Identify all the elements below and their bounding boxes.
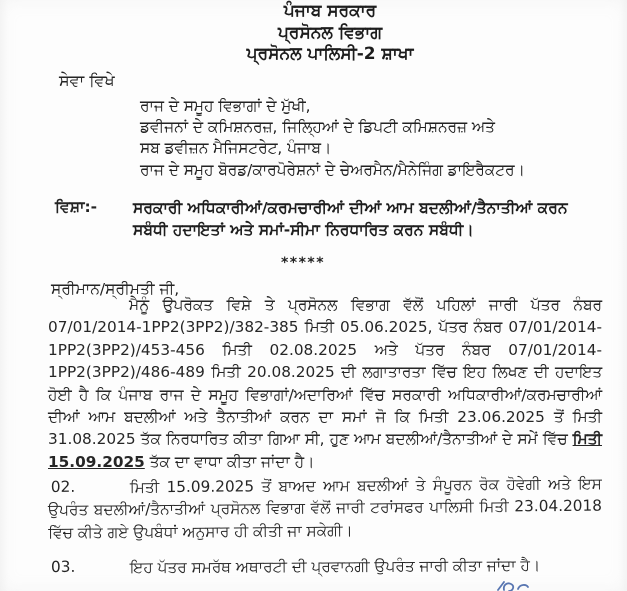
asterisk-separator: ***** [280, 255, 326, 271]
signature-mark [494, 577, 542, 591]
addressee-line: ਡਵੀਜਨਾਂ ਦੇ ਕਮਿਸ਼ਨਰਜ਼, ਜਿਲ੍ਹਿਆਂ ਦੇ ਡਿਪਟੀ ਕਮਿਸ਼ਨਰਜ਼ ਅਤੇ [140, 118, 495, 137]
scan-edge-right [619, 0, 627, 591]
paragraph-text: ਇਹ ਪੱਤਰ ਸਮਰੱਥ ਅਥਾਰਟੀ ਦੀ ਪ੍ਰਵਾਨਗੀ ਉਪਰੰਤ ਜਾਰੀ ਕੀਤਾ ਜਾਂਦਾ ਹੈ। [129, 556, 541, 577]
branch-title: ਪ੍ਰਸੋਨਲ ਪਾਲਿਸੀ-2 ਸ਼ਾਖਾ [246, 44, 414, 64]
body-paragraph-2 [48, 473, 603, 545]
to-label: ਸੇਵਾ ਵਿਖੇ [59, 71, 115, 90]
paragraph-number: 02. [50, 477, 76, 496]
body-paragraph-1 [48, 294, 602, 473]
letterhead [30, 1, 627, 66]
addressee-block [140, 96, 525, 181]
addressee-line: ਰਾਜ ਦੇ ਸਮੂਹ ਬੋਰਡ/ਕਾਰਪੋਰੇਸ਼ਨਾਂ ਦੇ ਚੇਅਰਮੈਨ/ਮੈਨੇਜਿੰਗ ਡਾਇਰੈਕਟਰ। [140, 160, 525, 179]
department-title: ਪ੍ਰਸੋਨਲ ਵਿਭਾਗ [277, 22, 383, 43]
salutation: ਸ੍ਰੀਮਾਨ/ਸ੍ਰੀਮਤੀ ਜੀ, [51, 280, 180, 298]
paragraph-number: 03. [50, 557, 76, 576]
addressee-line: ਸਬ ਡਵੀਜ਼ਨ ਮੈਜਿਸਟਰੇਟ, ਪੰਜਾਬ। [140, 139, 332, 158]
paragraph-text: ਮਿਤੀ 15.09.2025 ਤੋਂ ਬਾਅਦ ਆਮ ਬਦਲੀਆਂ ਤੇ ਸੰਪੂਰਨ ਰੋਕ ਹੋਵੇਗੀ ਅਤੇ ਇਸ ਉਪਰੰਤ ਬਦਲੀਆਂ/ਤੈਨਾਤੀਆਂ ਪ੍ਰਸੋਨਲ ਵਿਭਾਗ ਵੱਲੋਂ ਜਾਰੀ ਟਰਾਂਸਫਰ ਪਾਲਿਸੀ ਮਿਤੀ 23.04.2018 ਵਿੱਚ ਕੀਤੇ ਗਏ ਉਪਬੰਧਾਂ ਅਨੁਸਾਰ ਹੀ ਕੀਤੀ ਜਾ ਸਕੇਗੀ। [47, 474, 603, 542]
para1-highlighted-date: ਮਿਤੀ 15.09.2025 [48, 430, 602, 471]
para1-text-after: ਤੱਕ ਦਾ ਵਾਧਾ ਕੀਤਾ ਜਾਂਦਾ ਹੈ। [144, 452, 315, 471]
subject-text: ਸਰਕਾਰੀ ਅਧਿਕਾਰੀਆਂ/ਕਰਮਚਾਰੀਆਂ ਦੀਆਂ ਆਮ ਬਦਲੀਆਂ/ਤੈਨਾਤੀਆਂ ਕਰਨ ਸਬੰਧੀ ਹਦਾਇਤਾਂ ਅਤੇ ਸਮਾਂ-ਸੀਮਾ ਨਿਰਧਾਰਿਤ ਕਰਨ ਸਬੰਧੀ। [133, 199, 568, 239]
addressee-line: ਰਾਜ ਦੇ ਸਮੂਹ ਵਿਭਾਗਾਂ ਦੇ ਮੁੱਖੀ, [140, 97, 311, 115]
scan-edge-left [0, 0, 8, 591]
government-title: ਪੰਜਾਬ ਸਰਕਾਰ [283, 1, 377, 21]
signature-stroke [498, 582, 528, 591]
body-paragraph-3 [48, 554, 602, 579]
para1-text-before: ਮੈਨੂੰ ਉਪਰੋਕਤ ਵਿਸ਼ੇ ਤੇ ਪ੍ਰਸੋਨਲ ਵਿਭਾਗ ਵੱਲੋਂ ਪਹਿਲਾਂ ਜਾਰੀ ਪੱਤਰ ਨੰਬਰ 07/01/2014-1PP2(3PP2)/382-385 ਮਿਤੀ 05.06.2025, ਪੱਤਰ ਨੰਬਰ 07/01/2014-1PP2(3PP2)/453-456 ਮਿਤੀ 02.08.2025 ਅਤੇ ਪੱਤਰ ਨੰਬਰ 07/01/2014-1PP2(3PP2)/486-489 ਮਿਤੀ 20.08.2025 ਦੀ ਲਗਾਤਾਰਤਾ ਵਿੱਚ ਇਹ ਲਿਖਣ ਦੀ ਹਦਾਇਤ ਹੋਈ ਹੈ ਕਿ ਪੰਜਾਬ ਰਾਜ ਦੇ ਸਮੂਹ ਵਿਭਾਗਾਂ/ਅਦਾਰਿਆਂ ਵਿੱਚ ਸਰਕਾਰੀ ਅਧਿਕਾਰੀਆਂ/ਕਰਮਚਾਰੀਆਂ ਦੀਆਂ ਆਮ ਬਦਲੀਆਂ ਅਤੇ ਤੈਨਾਤੀਆਂ ਕਰਨ ਦਾ ਸਮਾਂ ਜੋ ਕਿ ਮਿਤੀ 23.06.2025 ਤੋਂ ਮਿਤੀ 31.08.2025 ਤੱਕ ਨਿਰਧਾਰਿਤ ਕੀਤਾ ਗਿਆ ਸੀ, ਹੁਣ ਆਮ ਬਦਲੀਆਂ/ਤੈਨਾਤੀਆਂ ਦੇ ਸਮੇਂ ਵਿੱਚ [48, 296, 602, 449]
subject-label: ਵਿਸ਼ਾ:- [55, 198, 98, 216]
